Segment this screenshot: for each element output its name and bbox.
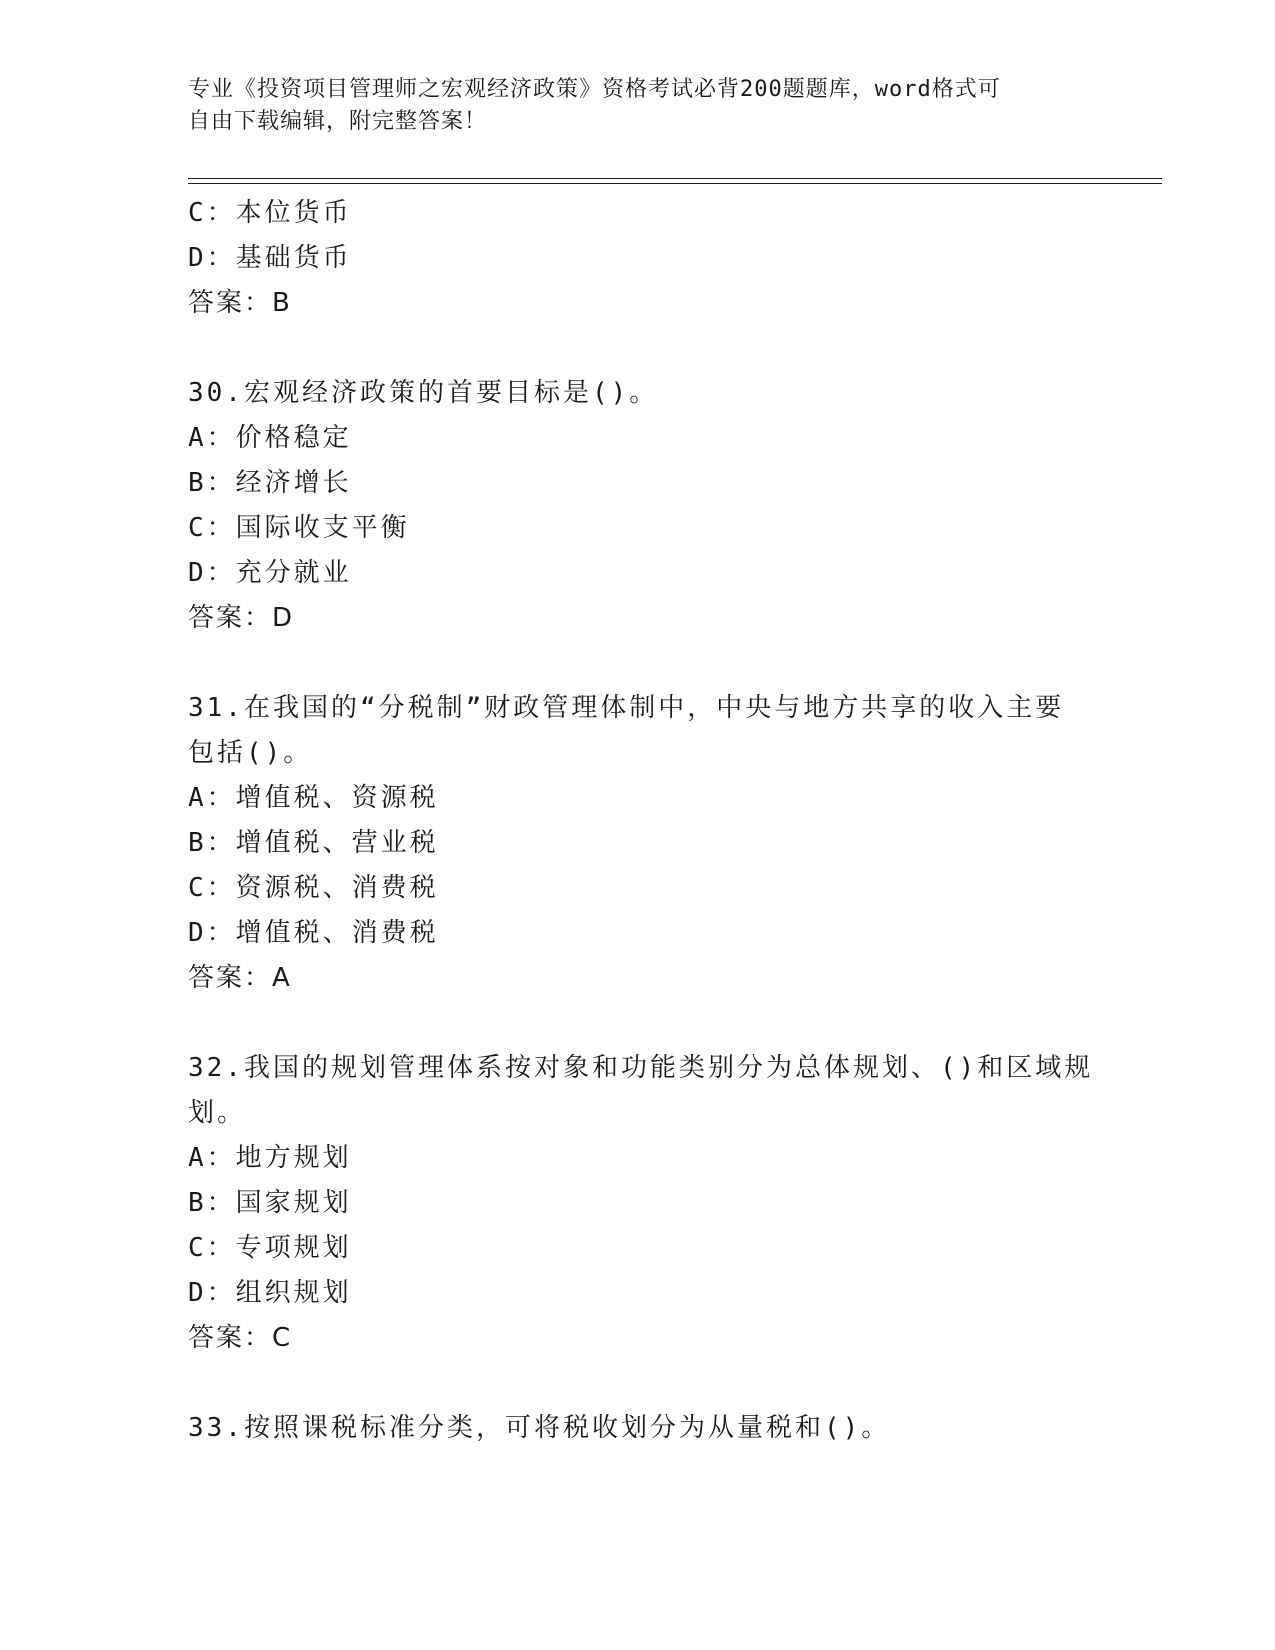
question-31-stem-line-2: 包括()。 [188, 738, 313, 768]
question-32-option-b: B：国家规划 [188, 1188, 352, 1218]
question-31-answer: 答案：A [188, 963, 292, 993]
prev-question-option-d: D：基础货币 [188, 243, 352, 273]
header-divider-top [188, 178, 1162, 179]
header-line-1: 专业《投资项目管理师之宏观经济政策》资格考试必背200题题库，word格式可 [188, 77, 1001, 102]
question-30-stem: 30.宏观经济政策的首要目标是()。 [188, 378, 659, 408]
question-32-option-d: D：组织规划 [188, 1278, 352, 1308]
header-line-2: 自由下载编辑，附完整答案！ [188, 109, 488, 134]
question-31-stem-line-1: 31.在我国的“分税制”财政管理体制中，中央与地方共享的收入主要 [188, 693, 1065, 723]
question-31-option-a: A：增值税、资源税 [188, 783, 439, 813]
question-33-stem: 33.按照课税标准分类，可将税收划分为从量税和()。 [188, 1413, 891, 1443]
header-divider-bottom [188, 183, 1162, 184]
question-30-option-d: D：充分就业 [188, 558, 352, 588]
question-32-stem-line-2: 划。 [188, 1098, 247, 1128]
question-32-answer: 答案：C [188, 1323, 293, 1353]
question-30-option-b: B：经济增长 [188, 468, 352, 498]
document-header [188, 74, 1088, 138]
prev-question-answer: 答案：B [188, 288, 292, 318]
question-31-option-c: C：资源税、消费税 [188, 873, 439, 903]
question-32-option-c: C：专项规划 [188, 1233, 352, 1263]
question-30-option-c: C：国际收支平衡 [188, 513, 410, 543]
question-31-option-b: B：增值税、营业税 [188, 828, 439, 858]
question-30-answer: 答案：D [188, 603, 295, 633]
question-30-option-a: A：价格稳定 [188, 423, 352, 453]
prev-question-option-c: C：本位货币 [188, 198, 352, 228]
question-32-stem-line-1: 32.我国的规划管理体系按对象和功能类别分为总体规划、()和区域规 [188, 1053, 1094, 1083]
question-31-option-d: D：增值税、消费税 [188, 918, 439, 948]
question-32-option-a: A：地方规划 [188, 1143, 352, 1173]
